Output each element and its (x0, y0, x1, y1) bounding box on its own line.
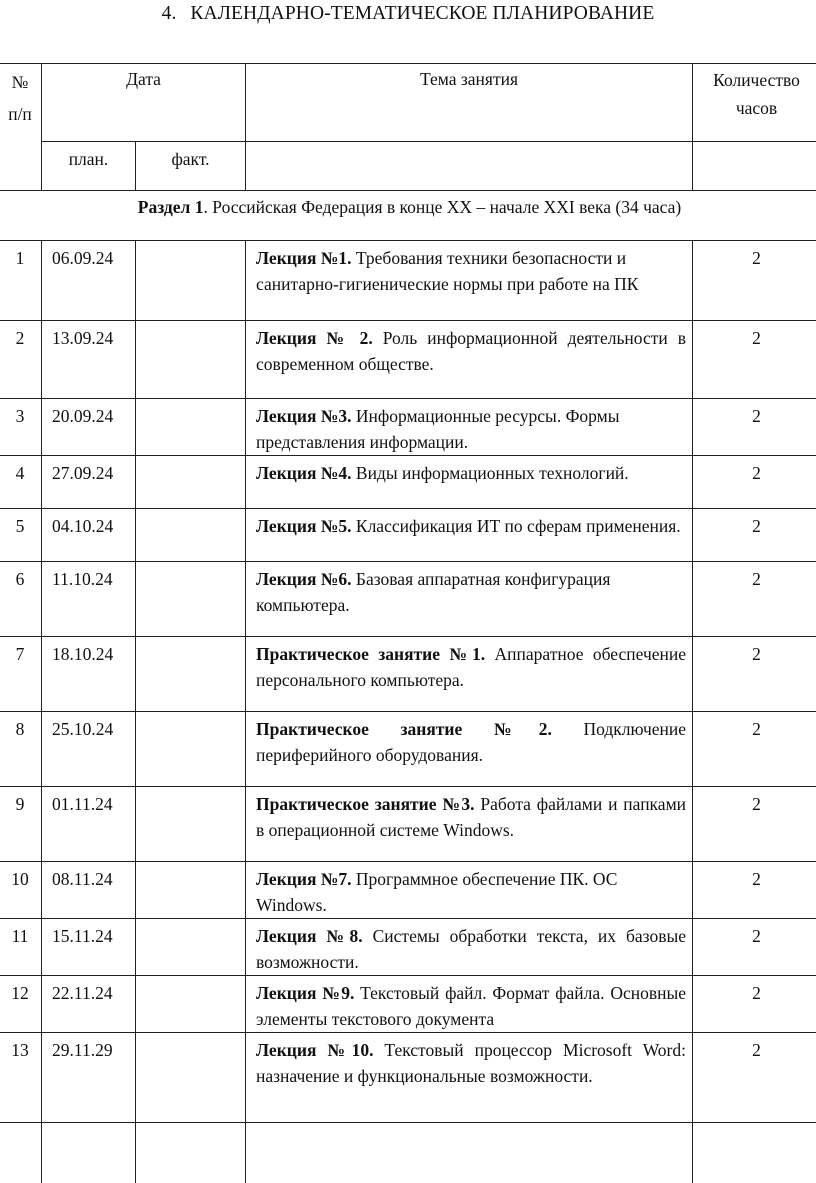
row-hours: 2 (693, 712, 816, 787)
header-hours-empty (693, 142, 816, 191)
row-number: 8 (0, 712, 42, 787)
table-row (0, 562, 816, 637)
row-number: 1 (0, 241, 42, 321)
empty-cell (246, 1123, 693, 1183)
row-topic (246, 399, 693, 456)
row-date-fact (136, 712, 246, 787)
table-row (0, 919, 816, 976)
continuation-row (0, 1123, 816, 1183)
row-number: 11 (0, 919, 42, 976)
row-topic (246, 637, 693, 712)
topic-text: Текстовый процессор Microsoft Word: назначение и функциональные возможности. (256, 1040, 687, 1086)
topic-type: Лекция №6. (256, 569, 352, 589)
header-subrow (0, 142, 816, 191)
topic-type: Практическое занятие №3. (256, 794, 475, 814)
topic-text: Работа файлами и папками в операционной системе Windows. (256, 794, 687, 840)
topic-type: Лекция №9. (256, 983, 355, 1003)
row-date-fact (136, 1033, 246, 1123)
row-hours: 2 (693, 321, 816, 399)
row-date-plan: 18.10.24 (42, 637, 136, 712)
row-number: 4 (0, 456, 42, 509)
row-date-plan: 25.10.24 (42, 712, 136, 787)
row-date-plan: 20.09.24 (42, 399, 136, 456)
header-row (0, 64, 816, 142)
row-hours: 2 (693, 637, 816, 712)
row-hours: 2 (693, 509, 816, 562)
row-topic (246, 862, 693, 919)
table-row (0, 787, 816, 862)
page-title (0, 3, 816, 25)
section-label: Раздел 1 (137, 197, 204, 217)
topic-type: Лекция №8. (256, 926, 363, 946)
title-number: 4. (161, 3, 177, 24)
row-date-plan: 04.10.24 (42, 509, 136, 562)
row-topic (246, 1033, 693, 1123)
table-row (0, 976, 816, 1033)
row-date-fact (136, 241, 246, 321)
header-plan: план. (42, 142, 136, 191)
row-date-fact (136, 919, 246, 976)
topic-type: Лекция №4. (256, 463, 352, 483)
row-hours: 2 (693, 399, 816, 456)
topic-type: Лекция №3. (256, 406, 352, 426)
header-num: № п/п (0, 64, 42, 191)
topic-type: Практическое занятие №2. (256, 719, 552, 739)
row-hours: 2 (693, 1033, 816, 1123)
row-date-plan: 27.09.24 (42, 456, 136, 509)
schedule-table (0, 63, 816, 1183)
topic-text: Информационные ресурсы. Формы представления информации. (256, 406, 620, 452)
topic-text: Текстовый файл. Формат файла. Основные элементы текстового документа (256, 983, 687, 1029)
empty-cell (42, 1123, 136, 1183)
topic-text: Классификация ИТ по сферам применения. (351, 516, 681, 536)
topic-text: Виды информационных технологий. (351, 463, 629, 483)
header-fact: факт. (136, 142, 246, 191)
row-topic (246, 712, 693, 787)
row-date-plan: 15.11.24 (42, 919, 136, 976)
row-number: 5 (0, 509, 42, 562)
table-row (0, 399, 816, 456)
row-hours: 2 (693, 862, 816, 919)
row-number: 7 (0, 637, 42, 712)
table-row (0, 321, 816, 399)
topic-type: Лекция № 2. (256, 328, 373, 348)
header-topic: Тема занятия (246, 64, 693, 142)
header-hours: Количество часов (693, 64, 816, 142)
topic-text: Роль информационной деятельности в современном обществе. (256, 328, 687, 374)
row-number: 2 (0, 321, 42, 399)
row-hours: 2 (693, 456, 816, 509)
row-date-fact (136, 637, 246, 712)
empty-cell (0, 1123, 42, 1183)
topic-text: Системы обработки текста, их базовые возможности. (256, 926, 686, 972)
row-topic (246, 509, 693, 562)
row-topic (246, 321, 693, 399)
row-topic (246, 787, 693, 862)
table-row (0, 509, 816, 562)
topic-type: Практическое занятие №1. (256, 644, 486, 664)
header-date: Дата (42, 64, 246, 142)
title-text: КАЛЕНДАРНО-ТЕМАТИЧЕСКОЕ ПЛАНИРОВАНИЕ (190, 3, 655, 24)
topic-text: Подключение периферийного оборудования. (256, 719, 687, 765)
row-date-plan: 13.09.24 (42, 321, 136, 399)
row-date-fact (136, 976, 246, 1033)
row-hours: 2 (693, 562, 816, 637)
table-row (0, 862, 816, 919)
row-number: 13 (0, 1033, 42, 1123)
row-number: 12 (0, 976, 42, 1033)
row-date-fact (136, 399, 246, 456)
row-hours: 2 (693, 787, 816, 862)
row-topic (246, 919, 693, 976)
row-hours: 2 (693, 241, 816, 321)
empty-cell (136, 1123, 246, 1183)
topic-type: Лекция №5. (256, 516, 352, 536)
row-topic (246, 241, 693, 321)
row-date-fact (136, 456, 246, 509)
topic-type: Лекция №1. (256, 248, 352, 268)
topic-text: Аппаратное обеспечение персонального компьютера. (256, 644, 687, 690)
row-date-fact (136, 562, 246, 637)
table-row (0, 456, 816, 509)
row-topic (246, 562, 693, 637)
row-number: 6 (0, 562, 42, 637)
topic-text: Базовая аппаратная конфигурация компьютера. (256, 569, 611, 615)
row-topic (246, 456, 693, 509)
header-topic-empty (246, 142, 693, 191)
row-date-plan: 08.11.24 (42, 862, 136, 919)
table-row (0, 1033, 816, 1123)
row-hours: 2 (693, 976, 816, 1033)
section-text: . Российская Федерация в конце XX – начале XXI века (34 часа) (203, 197, 682, 217)
row-hours: 2 (693, 919, 816, 976)
row-number: 9 (0, 787, 42, 862)
row-date-plan: 11.10.24 (42, 562, 136, 637)
row-date-plan: 29.11.29 (42, 1033, 136, 1123)
row-topic (246, 976, 693, 1033)
table-row (0, 712, 816, 787)
table-row (0, 241, 816, 321)
row-number: 3 (0, 399, 42, 456)
section-heading (0, 191, 816, 241)
row-date-fact (136, 862, 246, 919)
topic-text: Требования техники безопасности и санитарно-гигиенические нормы при работе на ПК (256, 248, 639, 294)
row-date-plan: 01.11.24 (42, 787, 136, 862)
empty-cell (693, 1123, 816, 1183)
row-date-plan: 06.09.24 (42, 241, 136, 321)
row-date-fact (136, 321, 246, 399)
row-date-plan: 22.11.24 (42, 976, 136, 1033)
row-date-fact (136, 787, 246, 862)
row-number: 10 (0, 862, 42, 919)
row-date-fact (136, 509, 246, 562)
topic-type: Лекция №10. (256, 1040, 374, 1060)
topic-text: Программное обеспечение ПК. ОС Windows. (256, 869, 618, 915)
section-row (0, 191, 816, 241)
table-row (0, 637, 816, 712)
topic-type: Лекция №7. (256, 869, 352, 889)
